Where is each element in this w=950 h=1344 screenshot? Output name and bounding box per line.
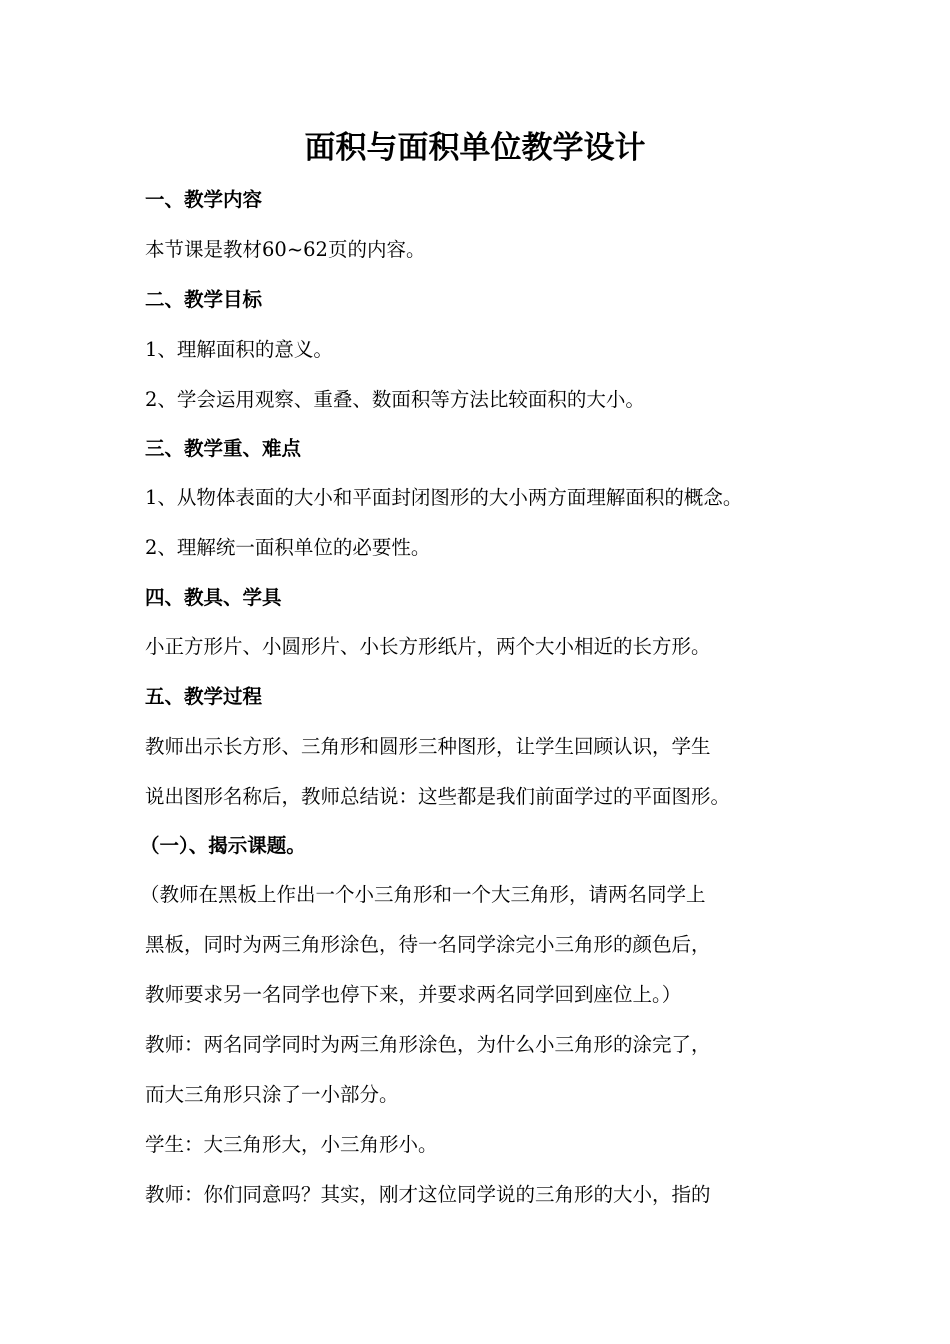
paragraph-line: 教师要求另一名同学也停下来，并要求两名同学回到座位上。）: [145, 983, 682, 1006]
heading-teaching-process: 五、教学过程: [145, 685, 263, 708]
heading-reveal-topic: （一）、揭示课题。: [140, 834, 306, 857]
paragraph-line: 教师：两名同学同时为两三角形涂色，为什么小三角形的涂完了，: [145, 1033, 711, 1056]
paragraph-line: 教师：你们同意吗？其实，刚才这位同学说的三角形的大小，指的: [145, 1183, 711, 1206]
paragraph-line: 2、学会运用观察、重叠、数面积等方法比较面积的大小。: [145, 388, 645, 411]
heading-teaching-content: 一、教学内容: [145, 188, 263, 211]
paragraph-line: 2、理解统一面积单位的必要性。: [145, 536, 431, 559]
paragraph-line: 教师出示长方形、三角形和圆形三种图形，让学生回顾认识，学生: [145, 735, 711, 758]
paragraph-line: 说出图形名称后，教师总结说：这些都是我们前面学过的平面图形。: [145, 785, 731, 808]
paragraph-line: 本节课是教材60~62页的内容。: [145, 238, 426, 261]
paragraph-line: 小正方形片、小圆形片、小长方形纸片，两个大小相近的长方形。: [145, 635, 711, 658]
document-title: 面积与面积单位教学设计: [304, 130, 646, 166]
paragraph-line: （教师在黑板上作出一个小三角形和一个大三角形，请两名同学上: [140, 883, 706, 906]
heading-teaching-aids: 四、教具、学具: [145, 586, 282, 609]
paragraph-line: 1、理解面积的意义。: [145, 338, 333, 361]
paragraph-line: 学生：大三角形大，小三角形小。: [145, 1133, 438, 1156]
heading-teaching-objectives: 二、教学目标: [145, 288, 263, 311]
paragraph-line: 1、从物体表面的大小和平面封闭图形的大小两方面理解面积的概念。: [145, 486, 743, 509]
paragraph-line: 而大三角形只涂了一小部分。: [145, 1083, 399, 1106]
paragraph-line: 黑板，同时为两三角形涂色，待一名同学涂完小三角形的颜色后，: [145, 933, 711, 956]
heading-key-difficult-points: 三、教学重、难点: [145, 437, 302, 460]
